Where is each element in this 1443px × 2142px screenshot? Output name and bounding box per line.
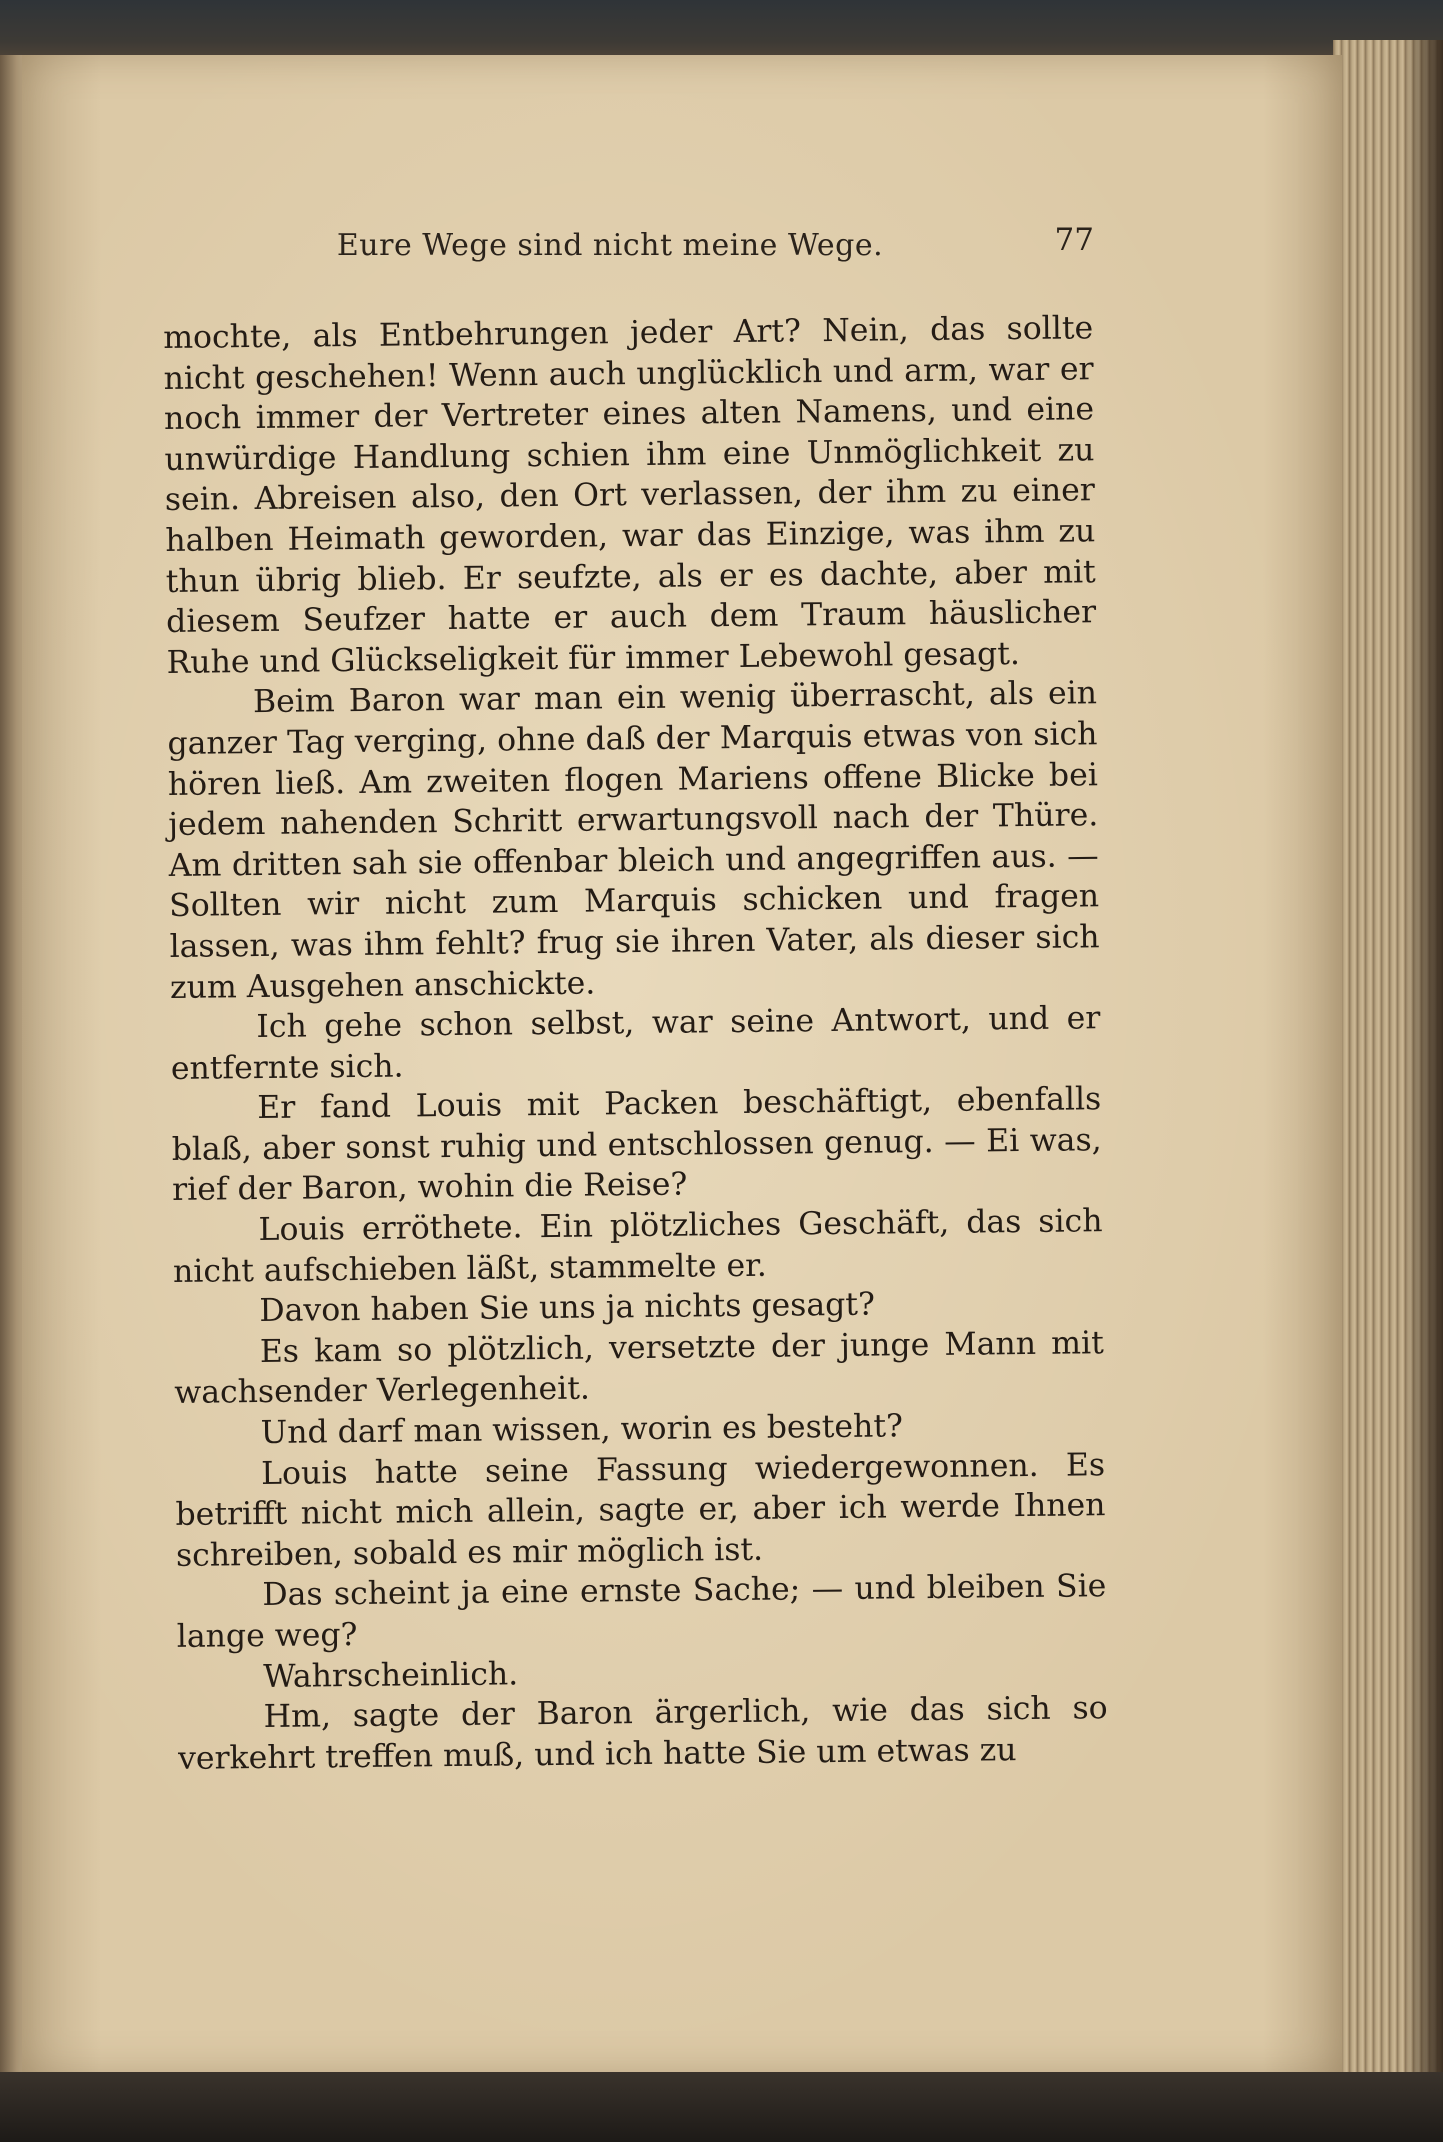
paragraph: Hm, sagte der Baron ärgerlich, wie das sich so verkehrt treffen muß, und ich hatte Sie um etwas zu	[177, 1690, 1108, 1777]
page-number: 77	[1054, 222, 1094, 258]
paragraph: Beim Baron war man ein wenig überrascht, als ein ganzer Tag verging, ohne daß der Marquis etwas von sich hören ließ. Am zweiten flogen Mariens offene Blicke bei jedem nahenden Schritt erwartungsvoll nach der Thüre. Am dritten sah sie offenbar bleich und angegriffen aus. — Sollten wir nicht zum Marquis schicken und fragen lassen, was ihm fehlt? frug sie ihren Vater, als dieser sich zum Ausgehen anschickte.	[167, 675, 1100, 1006]
paragraph: Wahrscheinlich.	[263, 1655, 519, 1695]
paragraph: Das scheint ja eine ernste Sache; — und bleiben Sie lange weg?	[176, 1568, 1107, 1655]
paragraph: Louis hatte seine Fassung wiedergewonnen. Es betrifft nicht mich allein, sagte er, aber ich werde Ihnen schreiben, sobald es mir möglich ist.	[175, 1446, 1106, 1574]
paragraph: Davon haben Sie uns ja nichts gesagt?	[259, 1286, 876, 1330]
book-binding-bottom	[0, 2072, 1443, 2142]
page-body-text	[163, 308, 1108, 1779]
paragraph: Louis erröthete. Ein plötzliches Geschäft, das sich nicht aufschieben läßt, stammelte er.	[172, 1203, 1103, 1290]
paragraph: Und darf man wissen, worin es besteht?	[260, 1408, 904, 1452]
running-head: Eure Wege sind nicht meine Wege.	[336, 228, 884, 263]
paragraph: Es kam so plötzlich, versetzte der junge Mann mit wachsender Verlegenheit.	[174, 1325, 1104, 1412]
page-edges-shadow	[1403, 40, 1443, 2100]
paragraph: Er fand Louis mit Packen beschäftigt, ebenfalls blaß, aber sonst ruhig und entschlossen genug. — Ei was, rief der Baron, wohin die Reise?	[171, 1081, 1102, 1209]
paragraph: mochte, als Entbehrungen jeder Art? Nein, das sollte nicht geschehen! Wenn auch unglücklich und arm, war er noch immer der Vertreter eines alten Namens, und eine unwürdige Handlung schien ihm eine Unmöglichkeit zu sein. Abreisen also, den Ort verlassen, der ihm zu einer halben Heimath geworden, war das Einzige, was ihm zu thun übrig blieb. Er seufzte, als er es dachte, aber mit diesem Seufzer hatte er auch dem Traum häuslicher Ruhe und Glückseligkeit für immer Lebewohl gesagt.	[163, 310, 1097, 681]
paragraph: Ich gehe schon selbst, war seine Antwort, und er entfernte sich.	[170, 1000, 1101, 1087]
